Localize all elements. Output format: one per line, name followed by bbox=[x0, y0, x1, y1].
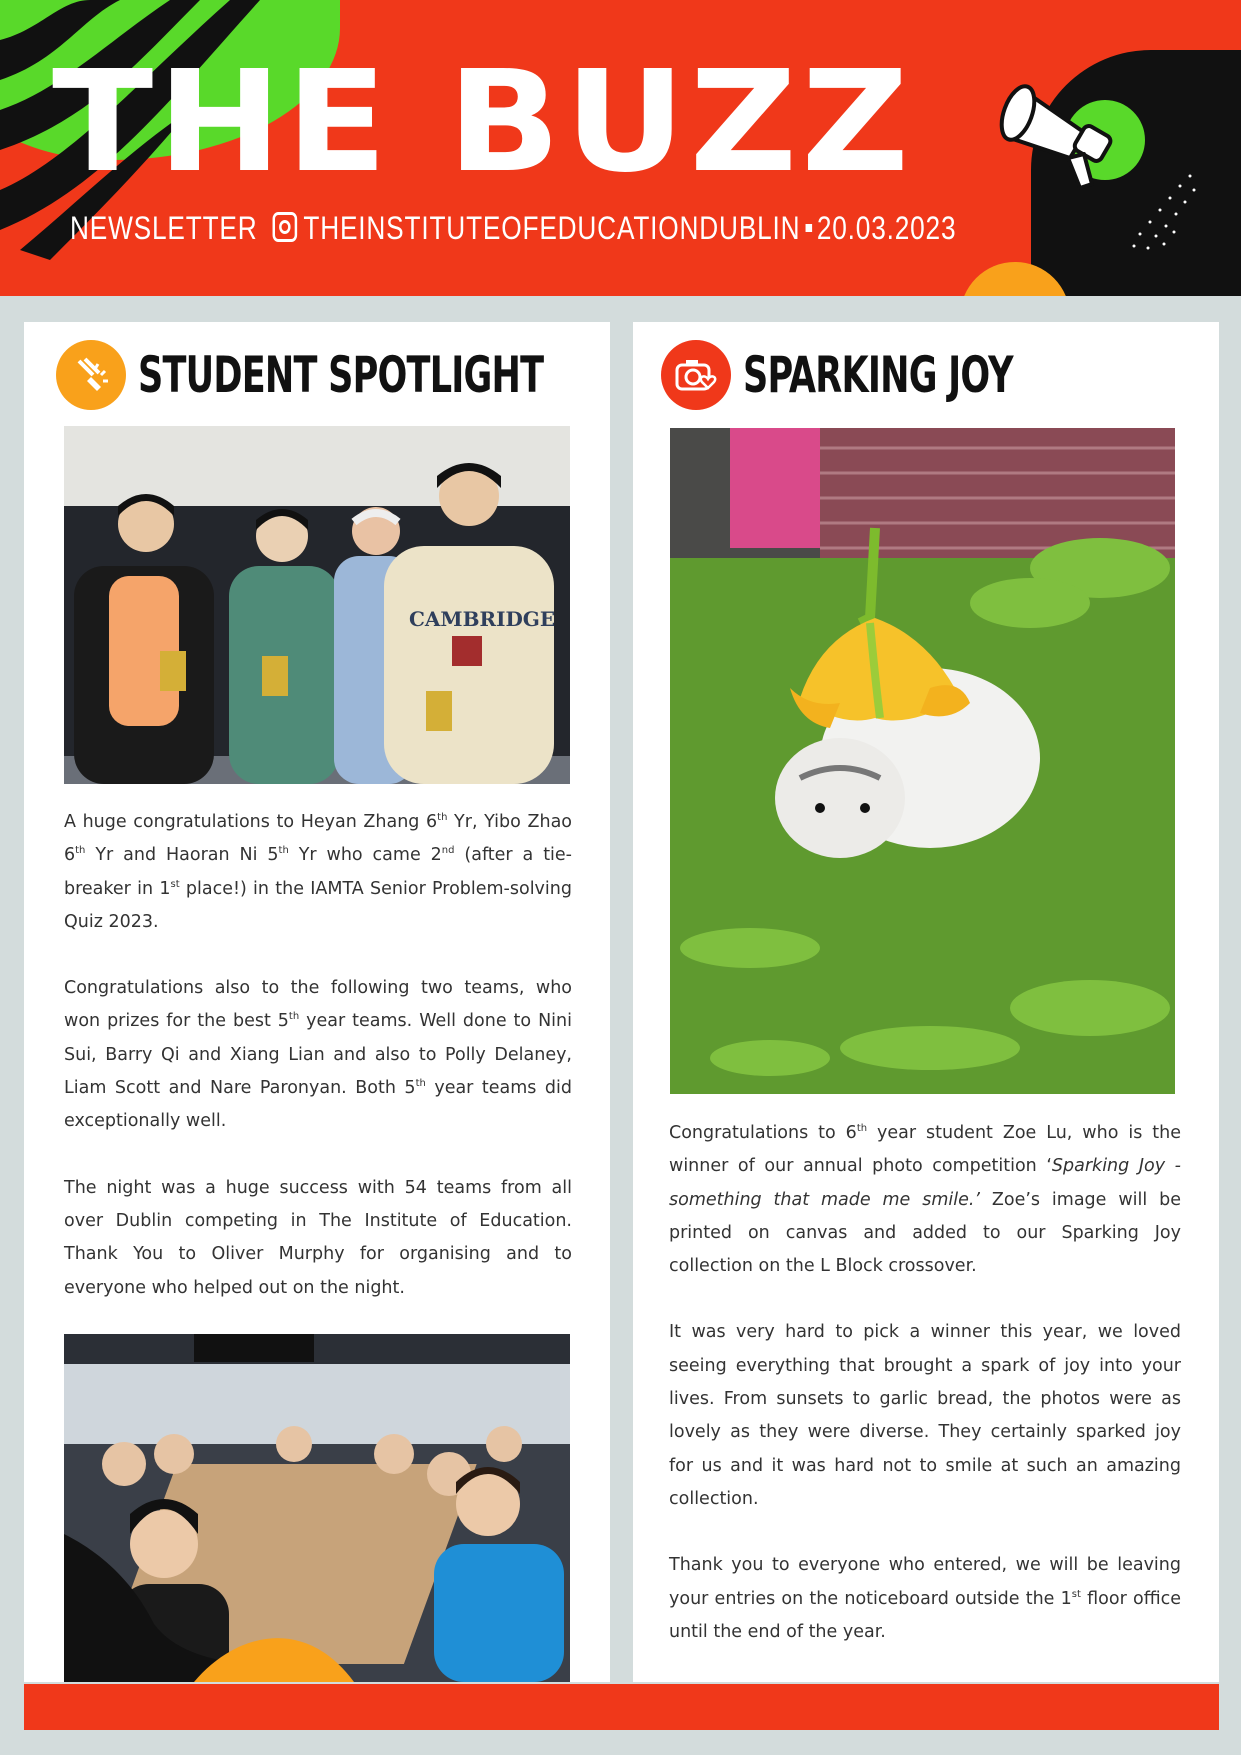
section-title: STUDENT SPOTLIGHT bbox=[138, 346, 544, 404]
sparking-joy-paragraph-2: It was very hard to pick a winner this year, we loved seeing everything that brought a spark of joy into your lives. From sunsets to garlic bread, the photos were as lovely as they were diverse. They certainly sparked joy for us and it was hard not to smile at such an amazing collection. bbox=[669, 1322, 1181, 1509]
spotlight-paragraph-2: Congratulations also to the following two teams, who won prizes for the best 5th year teams. Well done to Nini Sui, Barry Qi and Xiang Lian and also to Polly Delaney, Liam Scott and Nare Paronyan. Both 5th year teams did exceptionally well. bbox=[64, 978, 572, 1132]
spotlight-body bbox=[64, 806, 572, 1338]
sparking-joy-paragraph-1: Congratulations to 6th year student Zoe Lu, who is the winner of our annual photo competition ‘Sparking Joy - something that made me smile.’ Zoe’s image will be printed on canvas and added to our Sparking Joy collection on the L Block crossover. bbox=[669, 1123, 1181, 1277]
issue-date: 20.03.2023 bbox=[816, 210, 957, 246]
section-title: SPARKING JOY bbox=[743, 346, 1013, 404]
sparking-joy-body bbox=[669, 1117, 1181, 1682]
sparkle-dots-decoration bbox=[1130, 170, 1210, 270]
newsletter-header bbox=[0, 0, 1241, 296]
newsletter-title: THE BUZZ bbox=[52, 41, 914, 204]
sparking-joy-heading bbox=[661, 340, 1089, 410]
header-subline bbox=[70, 210, 956, 247]
sparking-joy-paragraph-3: Thank you to everyone who entered, we will be leaving your entries on the noticeboard outside the 1st floor office until the end of the year. bbox=[669, 1555, 1181, 1642]
newsletter-label: NEWSLETTER bbox=[70, 210, 258, 246]
award-ribbon-icon bbox=[56, 340, 126, 410]
quiz-winners-photo bbox=[64, 426, 570, 784]
student-spotlight-panel bbox=[24, 322, 610, 1682]
camera-heart-icon bbox=[661, 340, 731, 410]
megaphone-icon bbox=[990, 58, 1140, 198]
sparking-joy-panel bbox=[633, 322, 1219, 1682]
instagram-handle[interactable]: THEINSTITUTEOFEDUCATIONDUBLIN bbox=[303, 210, 801, 246]
svg-text:CAMBRIDGE: CAMBRIDGE bbox=[409, 607, 556, 631]
winning-rabbit-photo bbox=[670, 428, 1175, 1094]
separator-square bbox=[805, 224, 812, 232]
spotlight-paragraph-3: The night was a huge success with 54 teams from all over Dublin competing in The Institute of Education. Thank You to Oliver Murphy for organising and to everyone who helped out on the night. bbox=[64, 1177, 572, 1298]
spotlight-paragraph-1: A huge congratulations to Heyan Zhang 6th Yr, Yibo Zhao 6th Yr and Haoran Ni 5th Yr who came 2nd (after a tie-breaker in 1st place!) in the IAMTA Senior Problem-solving Quiz 2023. bbox=[64, 812, 572, 932]
footer-bar bbox=[24, 1684, 1219, 1730]
quiz-night-photo bbox=[64, 1334, 570, 1682]
instagram-icon bbox=[272, 212, 297, 242]
student-spotlight-heading bbox=[56, 340, 658, 410]
